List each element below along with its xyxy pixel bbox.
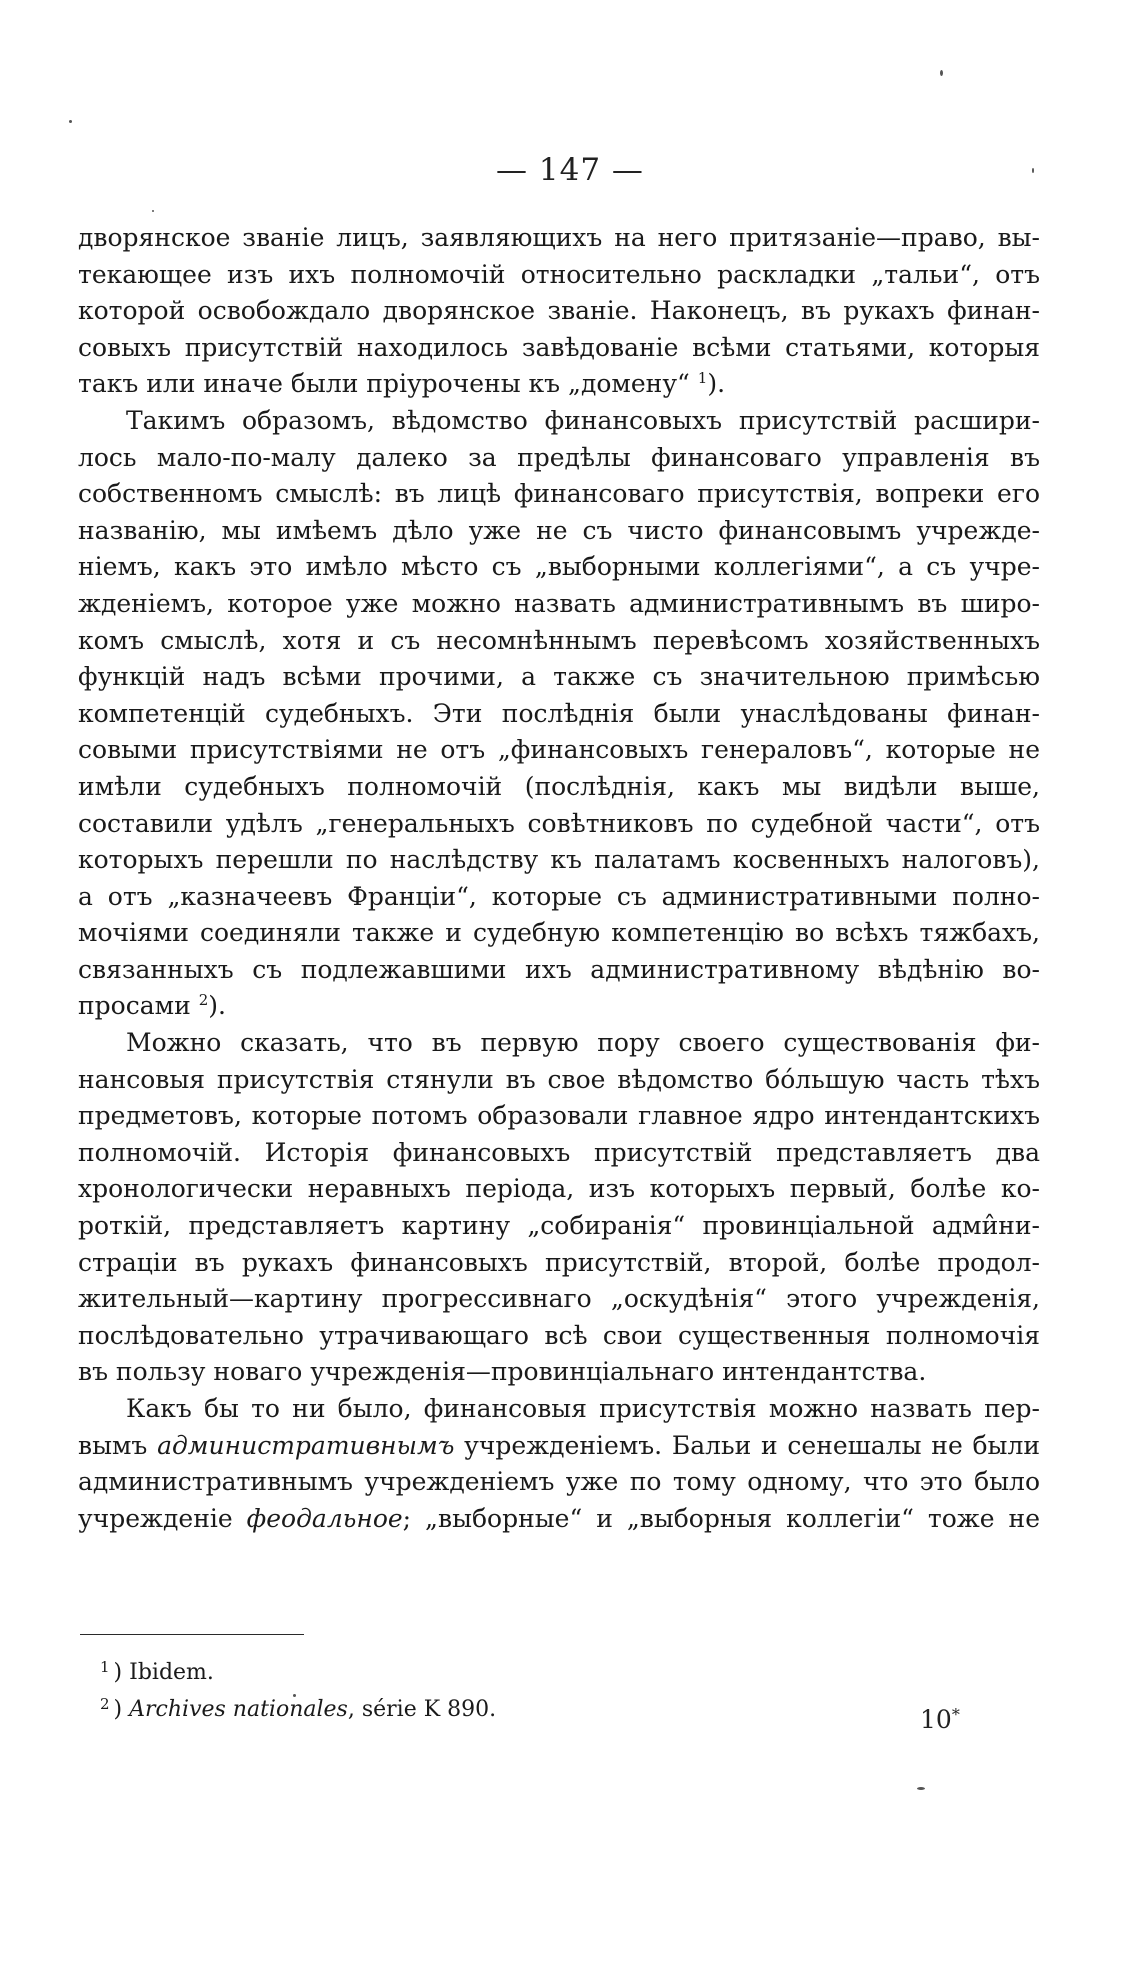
text-segment: учрежденіемъ. Бальи и сенешалы не были bbox=[464, 1430, 1040, 1460]
footnote-paren: ) bbox=[113, 1660, 123, 1685]
text-line: лось мало-по-малу далеко за предѣлы финансоваго управленія въ bbox=[78, 442, 1040, 472]
footnote-italic-text: Archives nationales bbox=[129, 1697, 348, 1722]
text-line: предметовъ, которые потомъ образовали главное ядро интендантскихъ bbox=[78, 1101, 1040, 1131]
scan-speck bbox=[69, 120, 72, 123]
footnote-mark: 1 bbox=[100, 1658, 110, 1676]
text-line: полномочій. Исторія финансовыхъ присутствій представляетъ два bbox=[78, 1137, 1040, 1167]
scan-speck bbox=[917, 1787, 925, 1790]
text-line bbox=[78, 366, 1040, 403]
footnote-divider bbox=[80, 1634, 304, 1635]
footnote-2 bbox=[100, 1691, 496, 1728]
text-line: компетенцій судебныхъ. Эти послѣднія были унаслѣдованы финан- bbox=[78, 698, 1040, 728]
text-line bbox=[78, 988, 1040, 1025]
paragraph-2 bbox=[78, 403, 1040, 1025]
text-line: Такимъ образомъ, вѣдомство финансовыхъ присутствій расшири- bbox=[126, 405, 1040, 435]
text-segment: ). bbox=[208, 991, 226, 1021]
text-line: жденіемъ, которое уже можно назвать административнымъ въ широ- bbox=[78, 588, 1040, 618]
text-line bbox=[78, 1428, 1040, 1465]
footnote-mark: 2 bbox=[100, 1695, 110, 1713]
footnote-text: Ibidem. bbox=[129, 1660, 214, 1685]
paragraph-1 bbox=[78, 220, 1040, 403]
text-segment: просами bbox=[78, 991, 191, 1021]
text-line: страціи въ рукахъ финансовыхъ присутствій, второй, болѣе продол- bbox=[78, 1247, 1040, 1277]
text-line bbox=[78, 1501, 1040, 1538]
footnote-reference: 1 bbox=[697, 369, 708, 388]
scan-speck bbox=[293, 1694, 296, 1697]
text-line: послѣдовательно утрачивающаго всѣ свои существенныя полномочія bbox=[78, 1320, 1040, 1350]
text-line: мочіями соединяли также и судебную компетенцію во всѣхъ тяжбахъ, bbox=[78, 918, 1040, 948]
text-line: связанныхъ съ подлежавшими ихъ административному вѣдѣнію во- bbox=[78, 954, 1040, 984]
footnote-1 bbox=[100, 1654, 496, 1691]
text-line: а отъ „казначеевъ Франціи“, которые съ административными полно- bbox=[78, 881, 1040, 911]
text-line: дворянское званіе лицъ, заявляющихъ на него притязаніе—право, вы- bbox=[78, 223, 1040, 252]
text-line: составили удѣлъ „генеральныхъ совѣтниковъ по судебной части“, отъ bbox=[78, 808, 1040, 838]
text-line: административнымъ учрежденіемъ уже по тому одному, что это было bbox=[78, 1467, 1040, 1497]
text-line: совыми присутствіями не отъ „финансовыхъ генераловъ“, которые не bbox=[78, 735, 1040, 765]
emphasis-text: административнымъ bbox=[157, 1430, 455, 1460]
signature-star: * bbox=[951, 1705, 960, 1724]
text-line: жительный—картину прогрессивнаго „оскудѣнія“ этого учрежденія, bbox=[78, 1284, 1040, 1314]
scan-speck bbox=[152, 210, 154, 212]
scan-speck bbox=[940, 70, 943, 76]
printer-signature bbox=[920, 1705, 960, 1734]
text-line: которой освобождало дворянское званіе. Наконецъ, въ рукахъ финан- bbox=[78, 296, 1040, 326]
text-line: нансовыя присутствія стянули въ свое вѣдомство бо́льшую часть тѣхъ bbox=[78, 1064, 1040, 1094]
signature-number: 10 bbox=[920, 1705, 952, 1734]
footnotes bbox=[100, 1654, 496, 1728]
footnote-text: , série K 890. bbox=[347, 1697, 497, 1722]
emphasis-text: феодальное bbox=[246, 1503, 403, 1533]
text-segment: ; „выборные“ и „выборныя коллегіи“ тоже не bbox=[402, 1503, 1040, 1533]
text-line: Какъ бы то ни было, финансовыя присутствія можно назвать пер- bbox=[126, 1394, 1040, 1423]
text-line: собственномъ смыслѣ: въ лицѣ финансоваго присутствія, вопреки его bbox=[78, 479, 1040, 509]
text-segment: учрежденіе bbox=[78, 1503, 233, 1533]
text-line: въ пользу новаго учрежденія—провинціальнаго интендантства. bbox=[78, 1357, 927, 1387]
text-line: Можно сказать, что въ первую пору своего существованія фи- bbox=[126, 1028, 1040, 1058]
paragraph-3 bbox=[78, 1025, 1040, 1391]
body-text bbox=[78, 220, 1040, 1537]
footnote-paren: ) bbox=[113, 1697, 123, 1722]
text-line: функцій надъ всѣми прочими, а также съ значительною примѣсью bbox=[78, 662, 1040, 692]
scan-speck bbox=[1032, 168, 1034, 173]
text-line: роткій, представляетъ картину „собиранія“ провинціальной адми̂ни- bbox=[78, 1211, 1040, 1241]
footnote-reference: 2 bbox=[198, 991, 209, 1010]
text-segment: вымъ bbox=[78, 1430, 148, 1460]
text-line: которыхъ перешли по наслѣдству къ палатамъ косвенныхъ налоговъ), bbox=[78, 845, 1040, 875]
text-line: совыхъ присутствій находилось завѣдованіе всѣми статьями, которыя bbox=[78, 332, 1040, 362]
page-number: — 147 — bbox=[496, 152, 644, 188]
text-line: ніемъ, какъ это имѣло мѣсто съ „выборными коллегіями“, а съ учре- bbox=[78, 552, 1040, 582]
text-segment: ). bbox=[707, 369, 726, 399]
text-line: текающее изъ ихъ полномочій относительно раскладки „тальи“, отъ bbox=[78, 259, 1040, 289]
text-line: имѣли судебныхъ полномочій (послѣднія, какъ мы видѣли выше, bbox=[78, 771, 1040, 801]
text-line: комъ смыслѣ, хотя и съ несомнѣннымъ перевѣсомъ хозяйственныхъ bbox=[78, 625, 1040, 655]
paragraph-4 bbox=[78, 1391, 1040, 1537]
text-line: хронологически неравныхъ періода, изъ которыхъ первый, болѣе ко- bbox=[78, 1174, 1040, 1204]
text-segment: такъ или иначе были пріурочены къ „домену“ bbox=[78, 369, 690, 399]
text-line: названію, мы имѣемъ дѣло уже не съ чисто финансовымъ учрежде- bbox=[78, 515, 1040, 545]
